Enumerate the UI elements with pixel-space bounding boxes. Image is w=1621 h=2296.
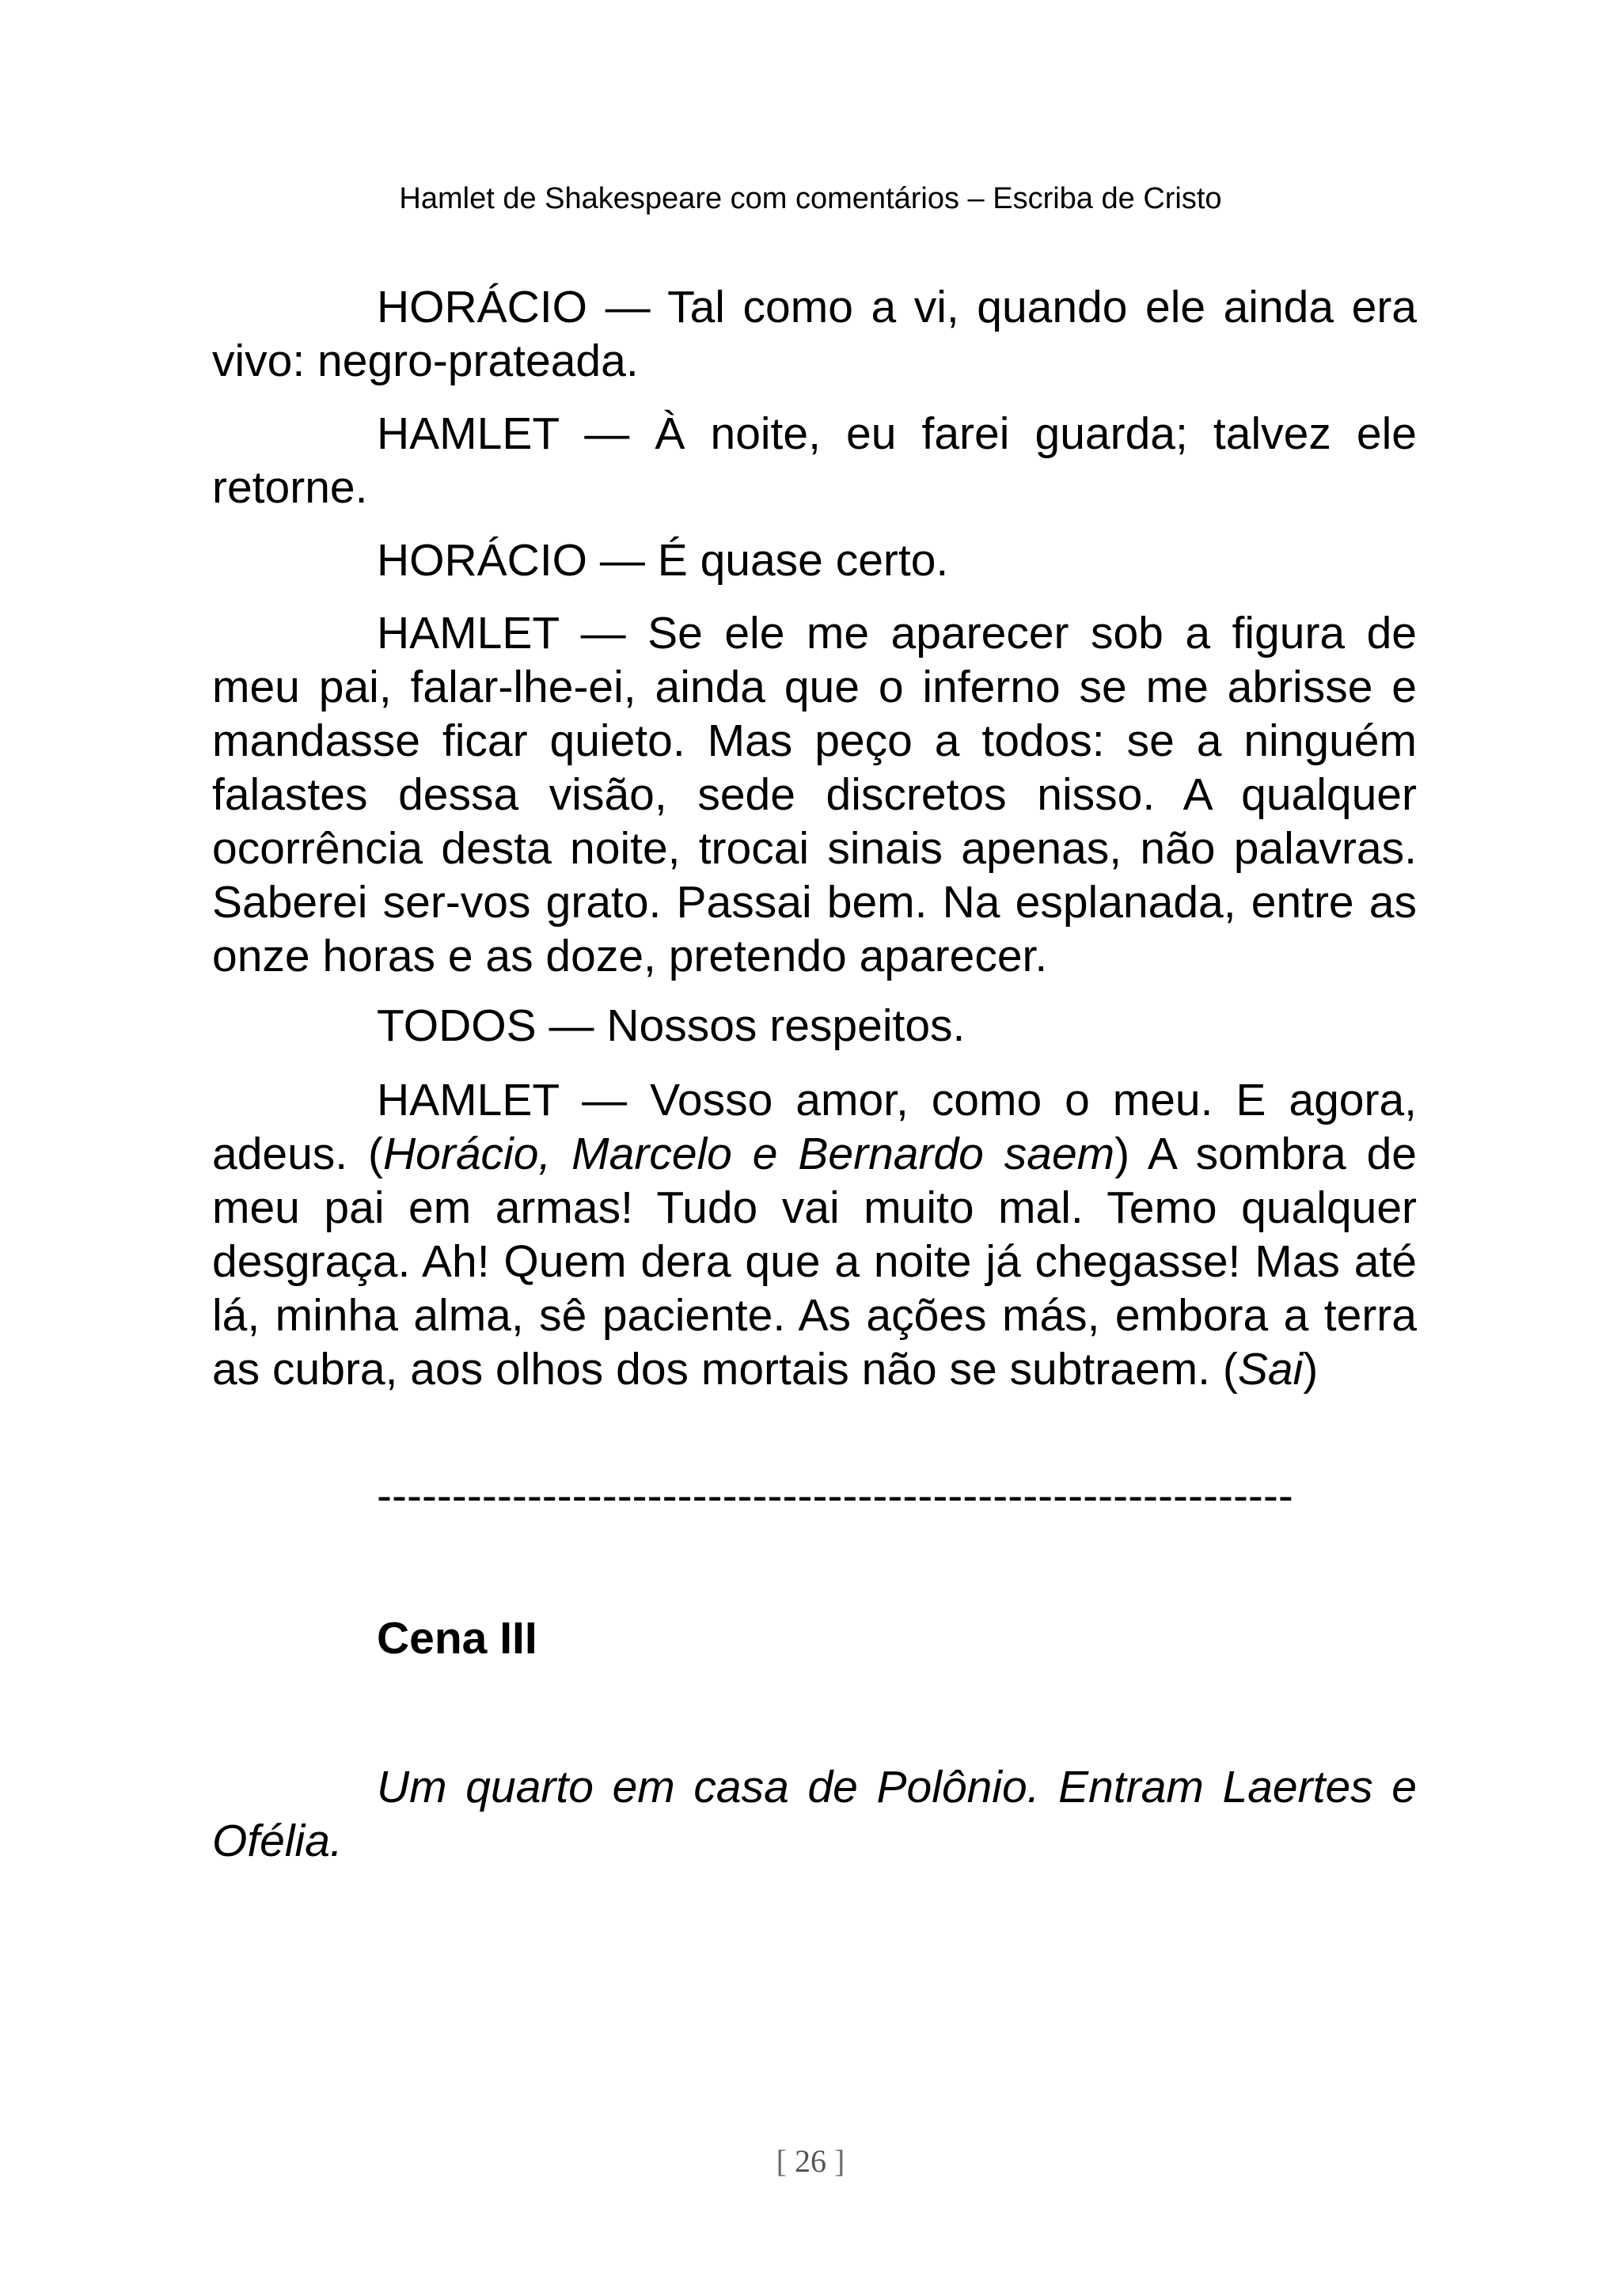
dialogue-paragraph xyxy=(212,606,1417,983)
dialogue-text: ) xyxy=(1303,1344,1319,1395)
speaker-name: HAMLET xyxy=(377,1075,560,1125)
speaker-name: TODOS xyxy=(377,1000,537,1051)
speaker-name: HAMLET xyxy=(377,408,560,459)
em-dash: — xyxy=(587,535,658,586)
em-dash: — xyxy=(587,282,668,332)
em-dash: — xyxy=(559,1075,651,1125)
page-footer xyxy=(0,2142,1621,2181)
dialogue-paragraph xyxy=(212,533,1417,587)
dialogue-paragraph xyxy=(212,1073,1417,1396)
dialogue-text: ) A sombra de meu pai em armas! Tudo vai muito mal. Temo qualquer desgraça. Ah! Quem dera que a noite já chegasse! Mas até lá, minha alma, sê paciente. As ações más, embora a terra as cubra, aos olhos dos mortais não se subtraem. ( xyxy=(212,1129,1417,1395)
running-header: Hamlet de Shakespeare com comentários – Escriba de Cristo xyxy=(399,182,1222,215)
dialogue-text: Vosso amor, como o meu. E agora, adeus. ( xyxy=(212,1075,1417,1179)
speaker-name: HORÁCIO xyxy=(377,282,588,332)
page-number: 26 xyxy=(795,2143,826,2179)
speaker-name: HAMLET xyxy=(377,608,560,658)
footer-open-bracket: [ xyxy=(776,2143,787,2179)
inline-stage-direction: Horácio, Marcelo e Bernardo saem xyxy=(383,1129,1115,1179)
dialogue-paragraph xyxy=(212,407,1417,514)
dialogue-text: Tal como a vi, quando ele ainda era vivo: negro-prateada. xyxy=(212,282,1418,386)
dialogue-text: Se ele me aparecer sob a figura de meu pai, falar-lhe-ei, ainda que o inferno se me abrisse e mandasse ficar quieto. Mas peço a todos: se a ninguém falastes dessa visão, sede discretos nisso. A qualquer ocorrência desta noite, trocai sinais apenas, não palavras. Saberei ser-vos grato. Passai bem. Na esplanada, entre as onze horas e as doze, pretendo aparecer. xyxy=(212,608,1417,981)
em-dash: — xyxy=(559,608,648,658)
dialogue-text: Nossos respeitos. xyxy=(606,1000,966,1051)
stage-direction: Um quarto em casa de Polônio. Entram Laertes e Ofélia. xyxy=(212,1762,1417,1866)
dashed-separator: ------------------------------------------------------------- xyxy=(377,1471,1293,1521)
dialogue-text: À noite, eu farei guarda; talvez ele retorne. xyxy=(212,408,1417,513)
dialogue-paragraph xyxy=(212,280,1417,388)
dialogue-text: É quase certo. xyxy=(657,535,949,586)
speaker-name: HORÁCIO xyxy=(377,535,588,586)
dialogue-paragraph xyxy=(212,999,1417,1053)
scene-heading: Cena III xyxy=(377,1613,537,1664)
em-dash: — xyxy=(559,408,655,459)
inline-stage-direction: Sai xyxy=(1237,1344,1304,1395)
em-dash: — xyxy=(536,1000,607,1051)
footer-close-bracket: ] xyxy=(834,2143,845,2179)
